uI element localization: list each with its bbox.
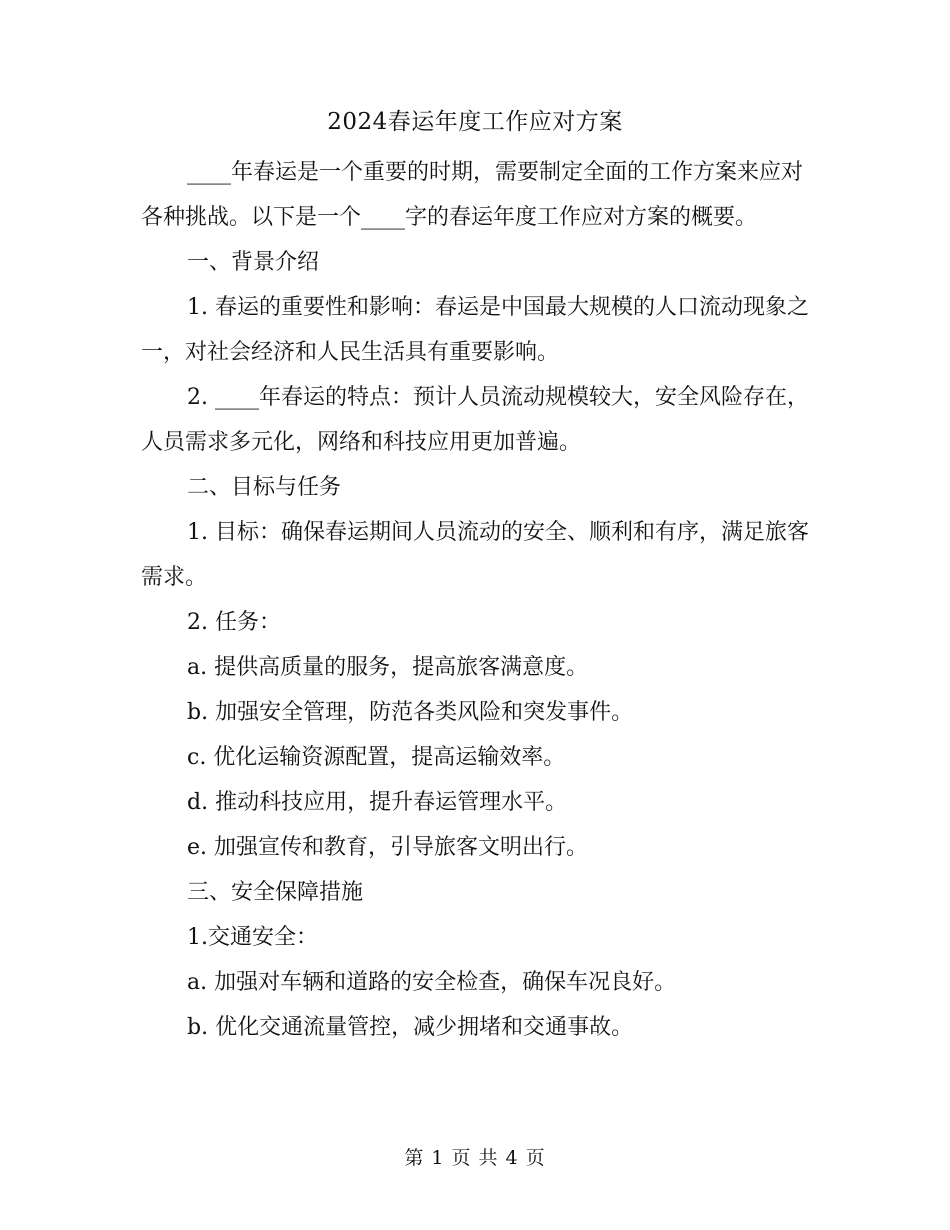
- list-item-task-d: d. 推动科技应用，提升春运管理水平。: [187, 790, 568, 815]
- list-item-task-c: c. 优化运输资源配置，提高运输效率。: [187, 745, 566, 770]
- page-footer: 第 1 页 共 4 页: [404, 1147, 546, 1169]
- paragraph-traffic-safety: 1.交通安全：: [187, 925, 318, 950]
- document-body: [141, 150, 811, 1050]
- section-heading-goals: 二、目标与任务: [187, 475, 342, 500]
- list-item-task-a: a. 提供高质量的服务，提高旅客满意度。: [187, 655, 589, 680]
- paragraph-tasks: 2. 任务：: [187, 610, 281, 635]
- paragraph-importance: 1. 春运的重要性和影响：春运是中国最大规模的人口流动现象之一，对社会经济和人民生活具有重要影响。: [141, 295, 809, 365]
- paragraph-goal: 1. 目标：确保春运期间人员流动的安全、顺利和有序，满足旅客需求。: [141, 520, 809, 590]
- list-item-safety-b: b. 优化交通流量管控，减少拥堵和交通事故。: [187, 1015, 634, 1040]
- intro-paragraph: ____年春运是一个重要的时期，需要制定全面的工作方案来应对各种挑战。以下是一个____字的春运年度工作应对方案的概要。: [141, 160, 804, 230]
- document-title: 2024春运年度工作应对方案: [327, 109, 623, 135]
- section-heading-background: 一、背景介绍: [187, 250, 320, 275]
- paragraph-features: 2. ____年春运的特点：预计人员流动规模较大，安全风险存在，人员需求多元化，网络和科技应用更加普遍。: [141, 385, 809, 455]
- list-item-task-b: b. 加强安全管理，防范各类风险和突发事件。: [187, 700, 634, 725]
- list-item-task-e: e. 加强宣传和教育，引导旅客文明出行。: [187, 835, 589, 860]
- list-item-safety-a: a. 加强对车辆和道路的安全检查，确保车况良好。: [187, 970, 677, 995]
- section-heading-safety: 三、安全保障措施: [187, 880, 364, 905]
